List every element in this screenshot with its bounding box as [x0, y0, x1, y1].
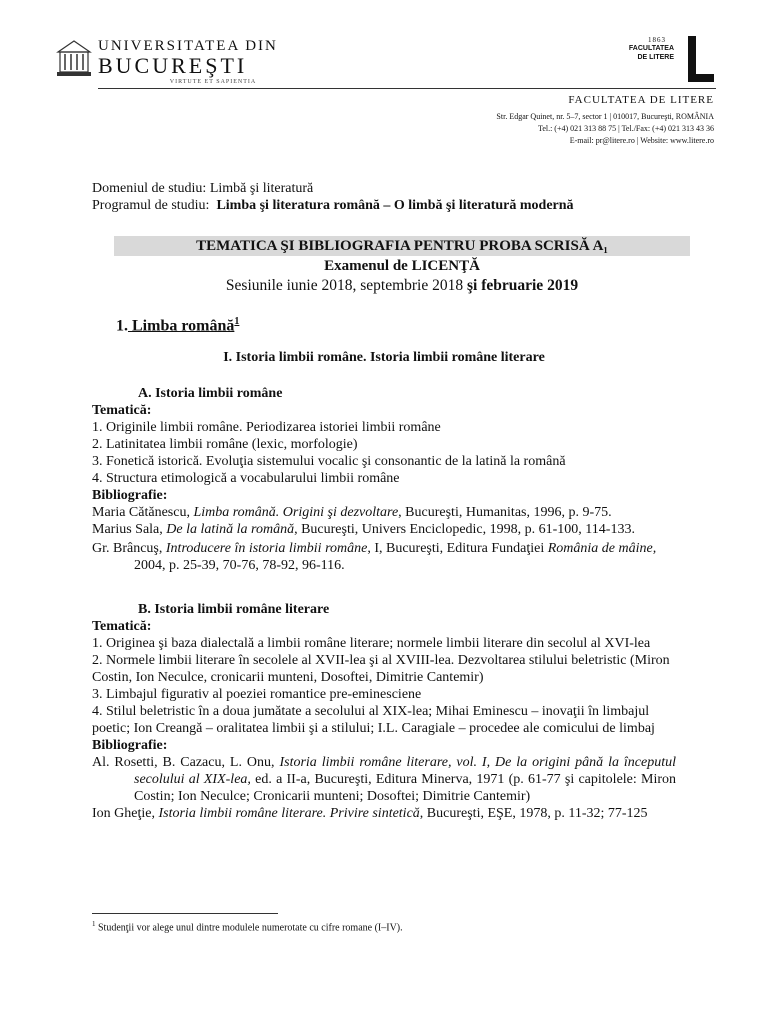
title-line3-sessions: Sesiunile iunie 2018, septembrie 2018 — [225, 277, 467, 294]
faculty-address-block — [496, 111, 714, 147]
section-name: Limba română — [128, 317, 235, 335]
bib-details: ed. a II-a, Bucureşti, Editura Minerva, 1971 (p. 61-77 şi capitolele: Miron Costin; Ion Neculce; Cronicarii munteni; Dosoftei; Dimitrie Cantemir) — [134, 772, 676, 804]
domain-value: Limbă şi literatură — [209, 181, 314, 196]
part-a-topic: 2. Latinitatea limbii române (lexic, morfologie) — [92, 437, 358, 452]
faculty-title: FACULTATEA DE LITERE — [568, 94, 714, 106]
part-a-tematica-label: Tematică: — [92, 403, 152, 418]
faculty-l-icon — [684, 36, 714, 82]
faculty-contact: E-mail: pr@litere.ro | Website: www.litere.ro — [569, 136, 714, 145]
university-crest-icon — [56, 38, 92, 78]
faculty-year: 1863 — [648, 36, 666, 44]
title-line1: TEMATICA ŞI BIBLIOGRAFIA PENTRU PROBA SCRISĂ A₁ — [196, 238, 608, 254]
bib-author: Marius Sala, — [92, 522, 167, 537]
faculty-logo-line1: FACULTATEA — [628, 45, 674, 52]
section-heading — [116, 316, 239, 335]
footnote-text: Studenţii vor alege unul dintre modulele numerotate cu cifre romane (I–IV). — [95, 922, 403, 934]
title-line3-feb: şi februarie 2019 — [467, 277, 579, 294]
bib-author: Maria Cătănescu, — [92, 505, 194, 520]
part-a-heading: A. Istoria limbii române — [138, 386, 283, 401]
part-b-bib-item — [92, 805, 676, 822]
bib-author: Al. Rosetti, B. Cazacu, L. Onu, — [92, 755, 280, 770]
domain-row — [92, 180, 574, 197]
footnote-ref: 1 — [234, 316, 240, 327]
part-a-topic: 4. Structura etimologică a vocabularului limbii române — [92, 471, 400, 486]
title-line3 — [114, 276, 690, 296]
part-a-topic: 1. Originile limbii române. Periodizarea istoriei limbii române — [92, 420, 441, 435]
bib-details: 2004, p. 25-39, 70-76, 78-92, 96-116. — [134, 558, 345, 573]
bib-author: Gr. Brâncuş, — [92, 541, 166, 556]
program-label: Programul de studiu: — [92, 198, 210, 213]
header-divider — [98, 88, 716, 89]
footnote — [92, 920, 403, 933]
part-b-bib-item — [92, 754, 676, 805]
university-motto: VIRTUTE ET SAPIENTIA — [169, 79, 257, 85]
part-b-heading: B. Istoria limbii române literare — [138, 602, 330, 617]
program-row — [92, 197, 574, 214]
bib-details: , I, Bucureşti, Editura Fundaţiei — [367, 541, 548, 556]
title-line2: Examenul de LICENŢĂ — [324, 258, 480, 274]
university-name-line2: BUCUREŞTI — [98, 53, 248, 78]
part-a-bib-item — [92, 540, 676, 574]
part-b-tematica-label: Tematică: — [92, 619, 152, 634]
part-b-topic: 2. Normele limbii literare în secolele al XVII-lea şi al XVIII-lea. Dezvoltarea stilului beletristic (Miron Costin, Ion Neculce, cronicarii munteni, Dosoftei, Dimitrie Cantemir) — [92, 653, 670, 685]
bib-title: Limba română. Origini şi dezvoltare — [193, 505, 399, 520]
bib-details: , Bucureşti, Univers Enciclopedic, 1998, p. 61-100, 114-133. — [294, 522, 635, 537]
bib-title: De la latină la română — [166, 522, 295, 537]
faculty-logo-text — [629, 44, 674, 62]
part-a-bib-item — [92, 504, 676, 521]
faculty-phone: Tel.: (+4) 021 313 88 75 | Tel./Fax: (+4) 021 313 43 36 — [537, 124, 714, 133]
bib-title: Istoria limbii române literare, vol. I, De la origini până la începutul secolului al XIX-lea, — [134, 755, 676, 787]
part-b-topic: 4. Stilul beletristic în a doua jumătate a secolului al XIX-lea; Mihai Eminescu – inovaţii în limbajul poetic; Ion Creangă – oralitatea limbii şi a stilului; I.L. Caragiale – procedee ale comicului de limbaj — [92, 704, 655, 736]
part-b — [92, 601, 676, 822]
part-b-topic: 3. Limbajul figurativ al poeziei romantice pre-eminesciene — [92, 687, 422, 702]
bib-details: , Bucureşti, Humanitas, 1996, p. 9-75. — [398, 505, 612, 520]
part-a-bib-item — [92, 521, 676, 538]
university-name-line1: UNIVERSITATEA DIN — [98, 38, 278, 54]
part-a-bib-label: Bibliografie: — [92, 488, 168, 503]
faculty-address: Str. Edgar Quinet, nr. 5–7, sector 1 | 010017, Bucureşti, ROMÂNIA — [496, 112, 714, 121]
bib-title: Istoria limbii române literare. Privire sintetică — [158, 806, 420, 821]
bib-title: România de mâine, — [547, 541, 657, 556]
domain-label: Domeniul de studiu: — [92, 181, 207, 196]
section-number: 1. — [116, 317, 128, 335]
faculty-logo — [614, 36, 714, 82]
bib-details: , Bucureşti, EŞE, 1978, p. 11-32; 77-125 — [419, 806, 648, 821]
university-name — [98, 38, 288, 85]
bib-title: Introducere în istoria limbii române — [165, 541, 368, 556]
part-b-bib-label: Bibliografie: — [92, 738, 168, 753]
part-a-topic: 3. Fonetică istorică. Evoluţia sistemului vocalic şi consonantic de la latină la română — [92, 454, 566, 469]
part-b-topic: 1. Originea şi baza dialectală a limbii române literare; normele limbii literare din secolul al XVI-lea — [92, 636, 651, 651]
part-a — [92, 385, 676, 574]
program-value: Limba şi literatura română – O limbă şi literatură modernă — [216, 198, 574, 213]
document-title — [114, 236, 690, 296]
chapter-heading: I. Istoria limbii române. Istoria limbii române literare — [223, 350, 545, 365]
study-info — [92, 180, 574, 214]
footnote-divider — [92, 913, 278, 914]
footnote-mark: 1 — [92, 920, 96, 928]
bib-author: Ion Gheţie, — [92, 806, 159, 821]
faculty-logo-line2: DE LITERE — [637, 54, 674, 61]
